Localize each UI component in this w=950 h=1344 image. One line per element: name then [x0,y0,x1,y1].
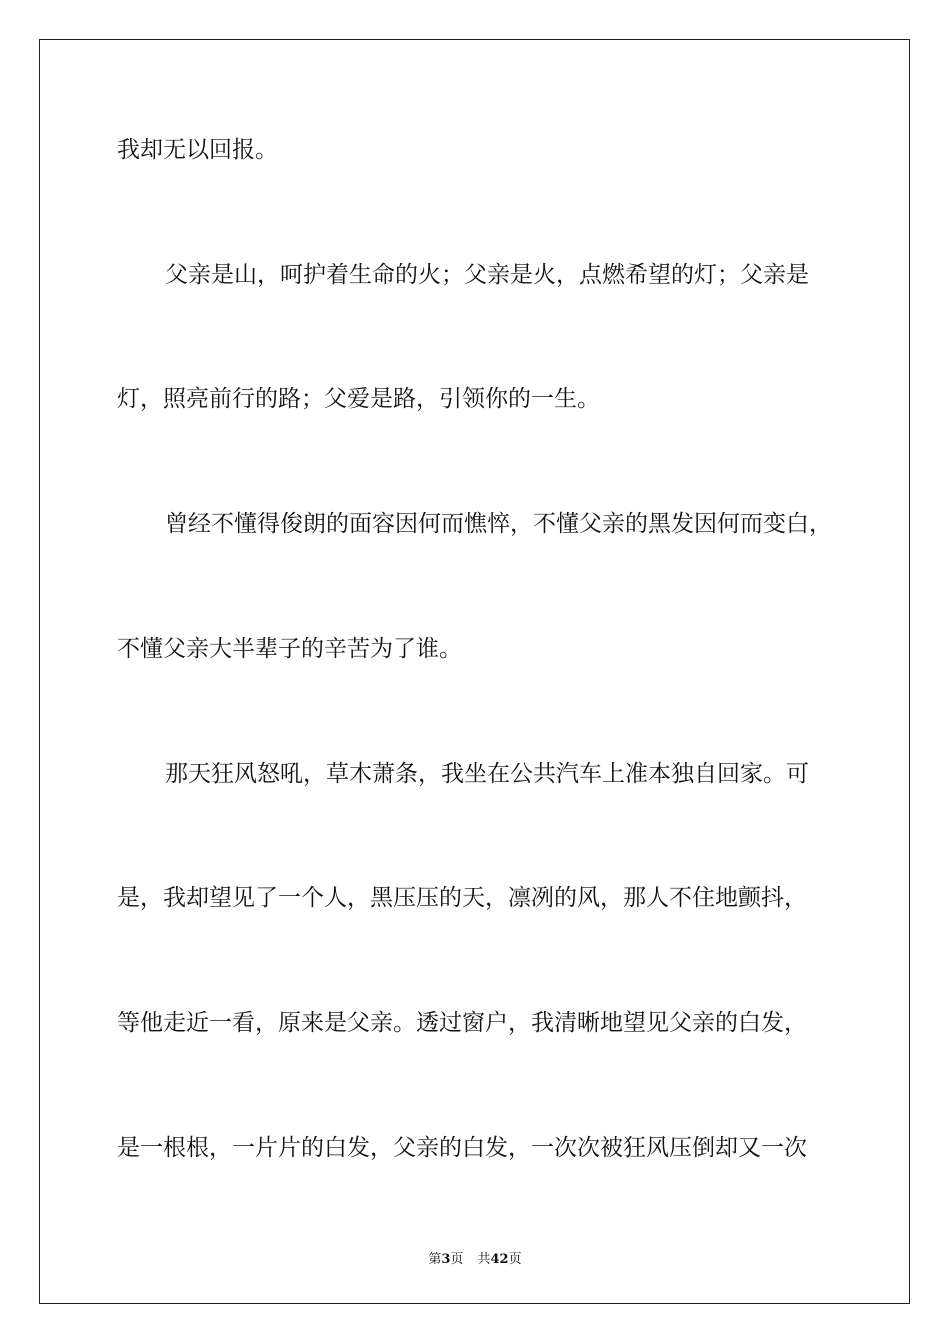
text-line-5: 不懂父亲大半辈子的辛苦为了谁。 [117,636,462,662]
page-prefix: 第 [428,1252,442,1267]
total-suffix: 页 [508,1252,522,1267]
total-pages: 42 [490,1252,509,1267]
text-line-9: 是一根根，一片片的白发，父亲的白发，一次次被狂风压倒却又一次 [117,1135,807,1161]
text-line-4: 曾经不懂得俊朗的面容因何而憔悴，不懂父亲的黑发因何而变白， [165,511,832,537]
page-suffix: 页 [450,1252,464,1267]
text-line-3: 灯，照亮前行的路；父爱是路，引领你的一生。 [117,386,600,412]
text-line-1: 我却无以回报。 [117,137,278,163]
page-footer [0,1248,950,1267]
page-border [39,39,910,1304]
text-line-6: 那天狂风怒吼，草木萧条，我坐在公共汽车上准本独自回家。可 [165,761,809,787]
text-line-7: 是，我却望见了一个人，黑压压的天，凛冽的风，那人不住地颤抖， [117,885,807,911]
text-line-2: 父亲是山，呵护着生命的火；父亲是火，点燃希望的灯；父亲是 [165,262,809,288]
text-line-8: 等他走近一看，原来是父亲。透过窗户，我清晰地望见父亲的白发， [117,1010,807,1036]
page-number: 3 [441,1252,451,1267]
total-prefix: 共 [477,1252,491,1267]
